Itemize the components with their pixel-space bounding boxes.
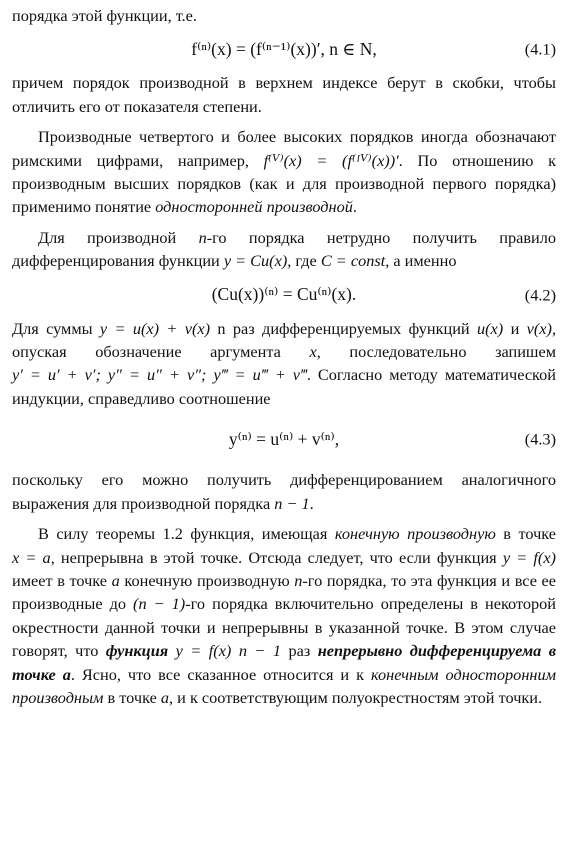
text-superscript-note: причем порядок производной в верхнем индексе берут в скобки, чтобы отличить его от показателя степени. — [12, 73, 556, 116]
math-n-minus-1-paren: (n − 1) — [133, 594, 186, 614]
formula-4-2 — [12, 273, 556, 317]
text-const-d: , а именно — [385, 251, 457, 271]
text-sum-b: n раз дифференцируемых функций — [210, 318, 477, 338]
paragraph-intro — [12, 4, 556, 27]
formula-4-3 — [12, 410, 556, 468]
text-cont-m: , и к соответствующим полуокрестностям этой точки. — [169, 687, 543, 707]
text-sum-a: Для суммы — [12, 318, 100, 338]
math-y-fx-2: y = f(x) — [175, 641, 232, 661]
math-y-sum: y = u(x) + v(x) — [99, 318, 211, 338]
text-roman-b: . По отношению к производным высших порядков (как и для производной первого порядка) применимо понятие — [12, 150, 556, 217]
math-y-cu: y = Cu(x) — [223, 251, 288, 271]
text-sum-e: , последовательно запишем — [316, 342, 556, 362]
math-x-eq-a: x = a — [12, 547, 51, 567]
text-cont-g: -го порядка включительно определены в некоторой окрестности данной точки и непрерывны в указанной точке. В этом случае говорят, что — [12, 594, 556, 661]
text-cont-b: в точке — [495, 524, 557, 544]
math-a-2: a — [160, 687, 170, 707]
text-roman-a: Производные четвертого и более высоких порядков иногда обозначают римскими цифрами, например, — [12, 127, 556, 170]
text-cont-e: конечную производную — [119, 570, 295, 590]
text-cont-k: . Ясно, что все сказанное относится и к — [70, 664, 372, 684]
formula-4-3-number: (4.3) — [524, 429, 556, 449]
formula-4-1-expression: f⁽ⁿ⁾(x) = (f⁽ⁿ⁻¹⁾(x))′, n ∈ N, — [191, 38, 377, 59]
text-intro: порядка этой функции, т.е. — [12, 6, 197, 25]
text-roman-end: . — [352, 197, 357, 217]
text-cont-j: раз — [281, 641, 318, 661]
text-const-a: Для производной — [38, 227, 199, 247]
formula-4-2-number: (4.2) — [524, 284, 556, 304]
math-n-minus-1: n − 1 — [274, 493, 310, 513]
term-function-bold: функция — [105, 641, 169, 661]
term-finite-derivative: конечную производную — [334, 524, 496, 544]
math-n-order: n — [294, 570, 303, 590]
formula-4-1-number: (4.1) — [524, 39, 556, 59]
text-sum-d: , опуская обозначение аргумента — [12, 318, 557, 362]
text-sum-c: и — [503, 318, 527, 338]
text-cont-i — [231, 641, 238, 660]
paragraph-constant-rule — [12, 226, 556, 273]
text-const-b: -го порядка нетрудно получить правило дифференцирования функции — [12, 227, 556, 271]
formula-4-3-expression: y⁽ⁿ⁾ = u⁽ⁿ⁾ + v⁽ⁿ⁾, — [228, 428, 340, 449]
text-sum-f: . Согласно методу математической индукции, справедливо соотношение — [12, 365, 556, 408]
math-u-x: u(x) — [477, 318, 504, 338]
math-v-x: v(x) — [526, 318, 552, 338]
text-analog-a: поскольку его можно получить дифференцированием аналогичного выражения для производной порядка — [12, 470, 556, 513]
paragraph-sum-rule — [12, 317, 556, 411]
math-derivatives-chain: y′ = u′ + v′; y″ = u″ + v″; y‴ = u‴ + v‴ — [12, 365, 307, 385]
text-analog-b: . — [309, 493, 314, 513]
paragraph-continuity — [12, 522, 556, 709]
math-n: n — [198, 227, 207, 247]
text-cont-f: -го порядка, то эта функция и все ее производные до — [12, 570, 556, 614]
paragraph-analogous — [12, 468, 556, 515]
math-c-const: C = const — [320, 251, 386, 271]
paragraph-roman-numerals — [12, 125, 556, 219]
term-continuously-differentiable: непрерывно дифференцируема в точке a — [12, 641, 556, 684]
paragraph-superscript-note — [12, 71, 556, 118]
math-x: x — [309, 342, 317, 362]
formula-4-1 — [12, 27, 556, 71]
math-y-fx: y = f(x) — [502, 547, 556, 567]
term-one-sided-derivative: односторонней производной — [155, 197, 353, 217]
text-cont-h — [168, 641, 175, 660]
text-cont-l: в точке — [103, 687, 161, 707]
text-cont-d: имеет в точке — [12, 570, 112, 590]
term-finite-one-sided-derivatives: конечным односторонним производным — [12, 664, 557, 707]
text-cont-c: , непрерывна в этой точке. Отсюда следует, что если функция — [50, 547, 503, 567]
math-roman-example: f⁽ⱽ⁾(x) = (f⁽ᴵⱽ⁾(x))′ — [263, 150, 399, 170]
formula-4-2-expression: (Cu(x))⁽ⁿ⁾ = Cu⁽ⁿ⁾(x). — [211, 283, 357, 304]
math-n-minus-1-times: n − 1 — [238, 641, 282, 661]
text-cont-a: В силу теоремы 1.2 функция, имеющая — [38, 524, 335, 544]
text-const-c: , где — [287, 251, 321, 271]
math-a: a — [111, 570, 120, 590]
